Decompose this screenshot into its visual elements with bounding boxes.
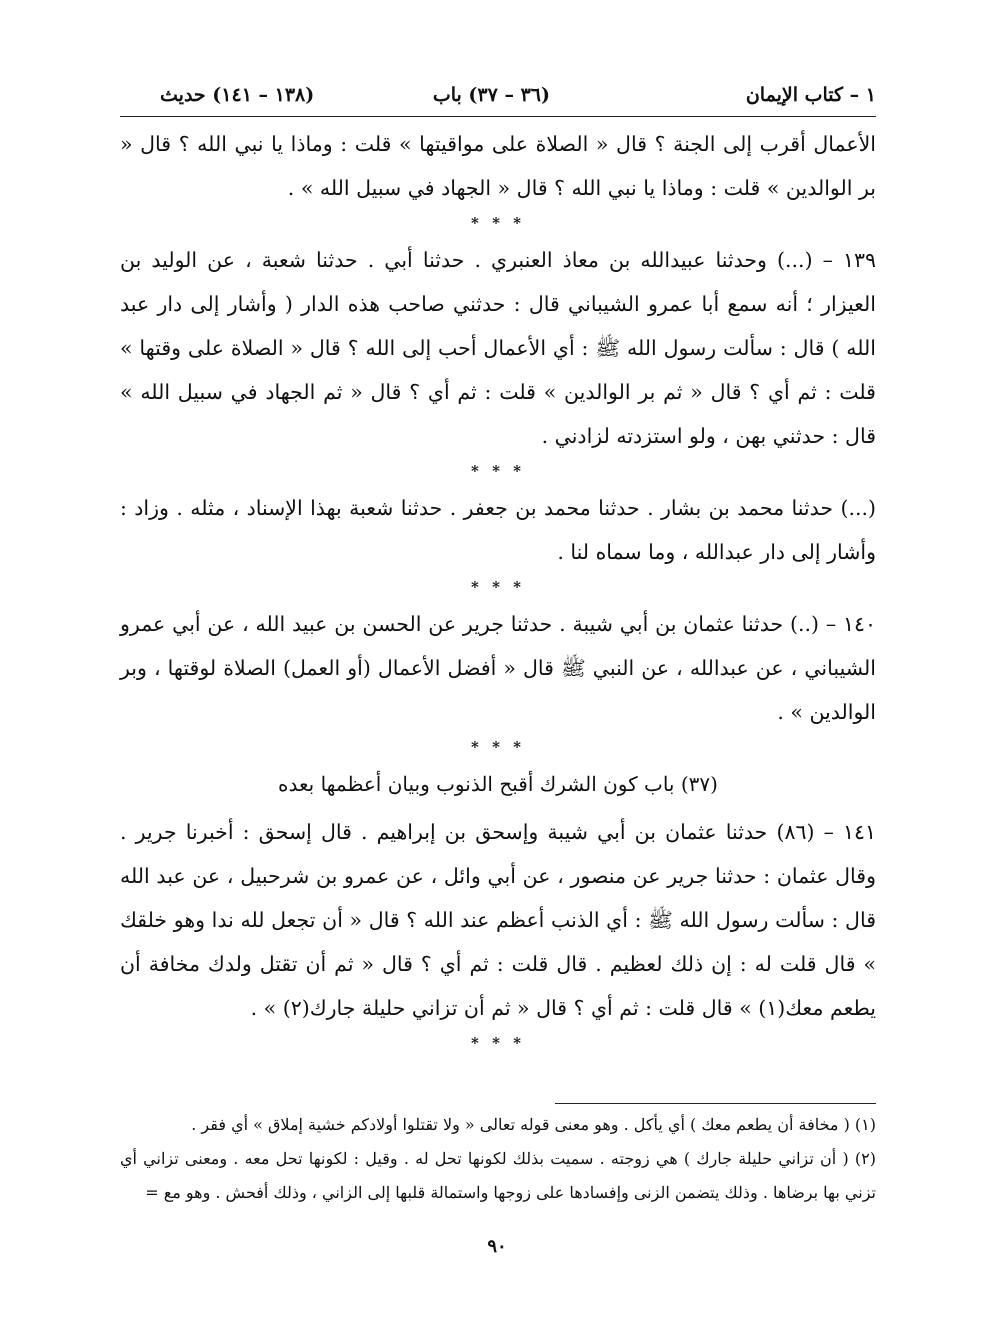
section-separator: * * *	[471, 214, 525, 232]
paragraph-continuation: الأعمال أقرب إلى الجنة ؟ قال « الصلاة على مواقيتها » قلت : وماذا يا نبي الله ؟ قال « بر الوالدين » قلت : وماذا يا نبي الله ؟ قال « الجهاد في سبيل الله » .	[120, 132, 876, 200]
hadith-140: ١٤٠ – (..) حدثنا عثمان بن أبي شيبة . حدثنا جرير عن الحسن بن عبيد الله ، عن أبي عمرو الشيباني ، عن عبدالله ، عن النبي ﷺ قال « أفضل الأعمال (أو العمل) الصلاة لوقتها ، وبر الوالدين » .	[120, 612, 876, 724]
header-book-title: ١ – كتاب الإيمان	[745, 84, 876, 106]
page-number: ٩٠	[487, 1236, 507, 1257]
hadith-139: ١٣٩ – (...) وحدثنا عبيدالله بن معاذ العنبري . حدثنا أبي . حدثنا شعبة ، عن الوليد بن العيزار ؛ أنه سمع أبا عمرو الشيباني قال : حدثني صاحب هذه الدار ( وأشار إلى دار عبد الله ) قال : سألت رسول الله ﷺ : أي الأعمال أحب إلى الله ؟ قال « الصلاة على وقتها » قلت : ثم أي ؟ قال « ثم بر الوالدين » قلت : ثم أي ؟ قال « ثم الجهاد في سبيل الله » قال : حدثني بهن ، ولو استزدته لزادني .	[120, 248, 876, 448]
header-hadith-range: (١٣٨ – ١٤١) حديث	[160, 84, 315, 106]
footnote-2: (٢) ( أن تزاني حليلة جارك ) هي زوجته . سميت بذلك لكونها تحل له . وقيل : لكونها تحل معه . ومعنى تزاني أي تزني بها برضاها . وذلك يتضمن الزنى وإفسادها على زوجها واستمالة قلبها إلى الزاني ، وذلك أفحش . وهو مع =	[120, 1149, 876, 1202]
section-separator: * * *	[471, 738, 525, 756]
section-separator: * * *	[471, 462, 525, 480]
footnote-divider	[555, 1103, 876, 1104]
hadith-141: ١٤١ – (٨٦) حدثنا عثمان بن أبي شيبة وإسحق بن إبراهيم . قال إسحق : أخبرنا جرير . وقال عثمان : حدثنا جرير عن منصور ، عن أبي وائل ، عن عمرو بن شرحبيل ، عن عبد الله قال : سألت رسول الله ﷺ : أي الذنب أعظم عند الله ؟ قال « أن تجعل لله ندا وهو خلقك » قال قلت له : إن ذلك لعظيم . قال قلت : ثم أي ؟ قال « ثم أن تقتل ولدك مخافة أن يطعم معك(١) » قال قلت : ثم أي ؟ قال « ثم أن تزاني حليلة جارك(٢) » .	[120, 820, 876, 1020]
footnotes	[120, 1108, 876, 1210]
section-separator: * * *	[471, 1034, 525, 1052]
footnote-1: (١) ( مخافة أن يطعم معك ) أي يأكل . وهو معنى قوله تعالى « ولا تقتلوا أولادكم خشية إملاق » أي فقر .	[191, 1115, 876, 1134]
main-text	[120, 122, 876, 1058]
section-separator: * * *	[471, 578, 525, 596]
header-chapter-range: (٣٦ – ٣٧) باب	[432, 84, 550, 106]
running-header	[120, 80, 876, 114]
hadith-139-variant: (...) حدثنا محمد بن بشار . حدثنا محمد بن جعفر . حدثنا شعبة بهذا الإسناد ، مثله . وزاد : وأشار إلى دار عبدالله ، وما سماه لنا .	[120, 496, 876, 564]
header-divider	[120, 116, 876, 117]
chapter-title: (٣٧) باب كون الشرك أقبح الذنوب وبيان أعظمها بعده	[278, 772, 718, 796]
